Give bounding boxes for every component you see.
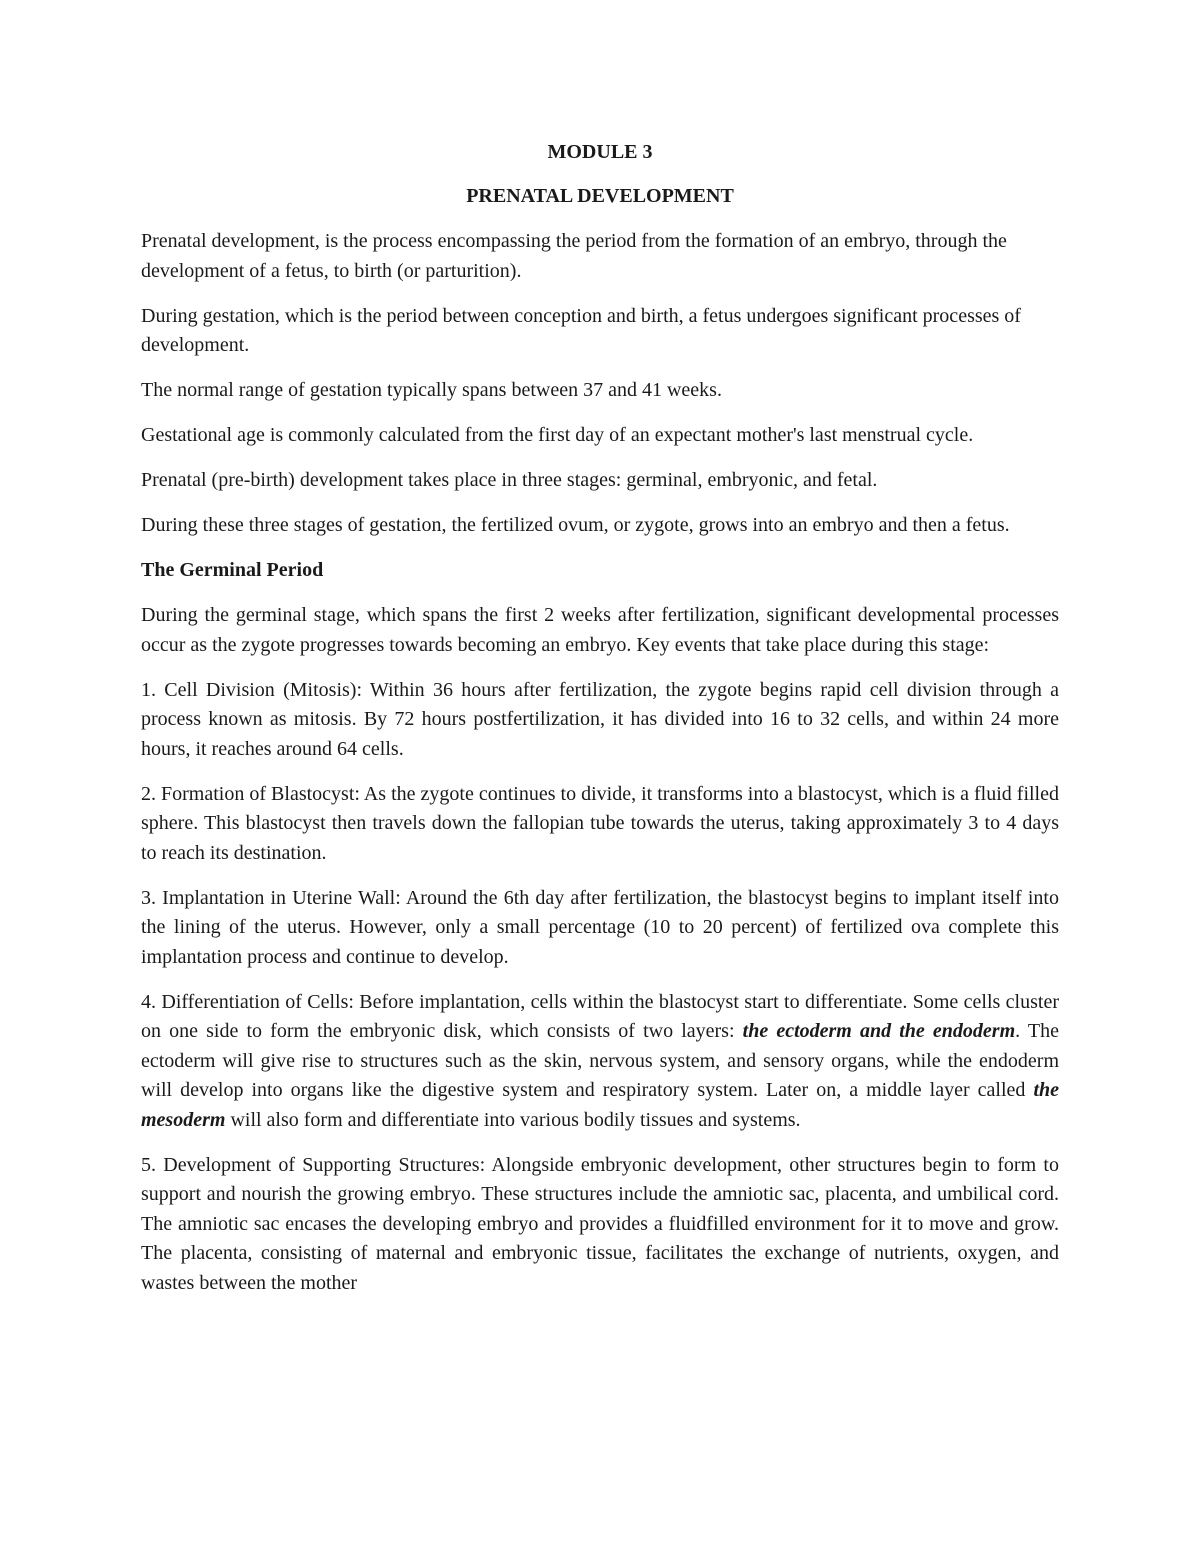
page-title: PRENATAL DEVELOPMENT bbox=[466, 184, 734, 207]
list-item: 3. Implantation in Uterine Wall: Around the 6th day after fertilization, the blastocyst begins to implant itself into the lining of the uterus. However, only a small percentage (10 to 20 percent) of fertilized ova complete this implantation process and continue to develop. bbox=[141, 886, 1059, 968]
intro-paragraph: Gestational age is commonly calculated from the first day of an expectant mother's last menstrual cycle. bbox=[141, 424, 974, 446]
intro-paragraph: Prenatal (pre-birth) development takes place in three stages: germinal, embryonic, and fetal. bbox=[141, 469, 878, 491]
list-item bbox=[141, 988, 1059, 1136]
list-item: 5. Development of Supporting Structures: Alongside embryonic development, other structures begin to form to support and nourish the growing embryo. These structures include the amniotic sac, placenta, and umbilical cord. The amniotic sac encases the developing embryo and provides a fluidfilled environment for it to move and grow. The placenta, consisting of maternal and embryonic tissue, facilitates the exchange of nutrients, oxygen, and wastes between the mother bbox=[141, 1153, 1059, 1294]
intro-paragraph: The normal range of gestation typically spans between 37 and 41 weeks. bbox=[141, 379, 722, 401]
item-text: 4. Differentiation of Cells: Before implantation, cells within the blastocyst start to differentiate. Some cells cluster on one side to form the embryonic disk, which consists of two layers: bbox=[141, 990, 1059, 1042]
emphasis-text: the mesoderm bbox=[141, 1079, 1059, 1131]
emphasis-text: the ectoderm and the endoderm bbox=[742, 1020, 1016, 1042]
intro-paragraph: During gestation, which is the period between conception and birth, a fetus undergoes significant processes of development. bbox=[141, 304, 1021, 356]
intro-paragraph: Prenatal development, is the process encompassing the period from the formation of an embryo, through the development of a fetus, to birth (or parturition). bbox=[141, 230, 1007, 282]
item-text: . The ectoderm will give rise to structures such as the skin, nervous system, and sensory organs, while the endoderm will develop into organs like the digestive system and respiratory system. Later on, a middle layer called bbox=[141, 1020, 1059, 1101]
list-item: 2. Formation of Blastocyst: As the zygote continues to divide, it transforms into a blastocyst, which is a fluid filled sphere. This blastocyst then travels down the fallopian tube towards the uterus, taking approximately 3 to 4 days to reach its destination. bbox=[141, 782, 1059, 864]
section-intro: During the germinal stage, which spans the first 2 weeks after fertilization, significant developmental processes occur as the zygote progresses towards becoming an embryo. Key events that take place during this stage: bbox=[141, 604, 1059, 656]
document-body bbox=[141, 138, 1059, 1314]
module-title: MODULE 3 bbox=[547, 141, 653, 163]
item-text: will also form and differentiate into various bodily tissues and systems. bbox=[225, 1108, 801, 1131]
section-heading: The Germinal Period bbox=[141, 559, 324, 581]
intro-paragraph: During these three stages of gestation, the fertilized ovum, or zygote, grows into an embryo and then a fetus. bbox=[141, 514, 1010, 536]
list-item: 1. Cell Division (Mitosis): Within 36 hours after fertilization, the zygote begins rapid cell division through a process known as mitosis. By 72 hours postfertilization, it has divided into 16 to 32 cells, and within 24 more hours, it reaches around 64 cells. bbox=[141, 678, 1059, 760]
